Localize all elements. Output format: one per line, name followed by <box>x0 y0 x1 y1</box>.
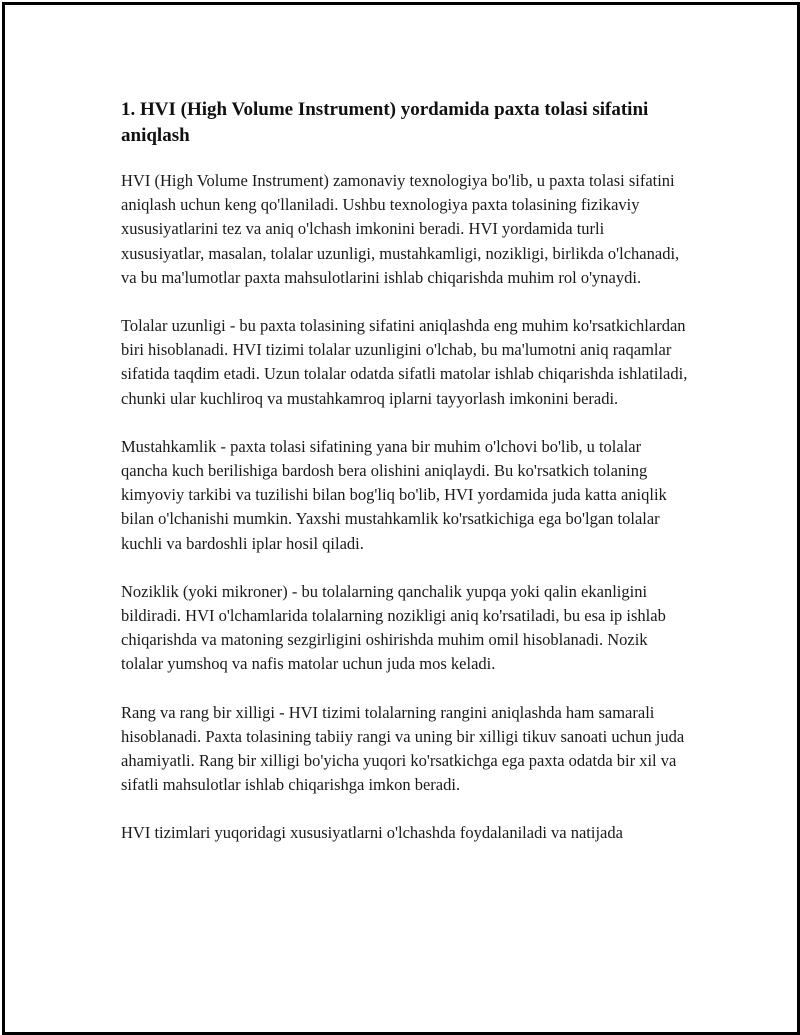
paragraph-fiber-length: Tolalar uzunligi - bu paxta tolasining sifatini aniqlashda eng muhim ko'rsatkichlardan biri hisoblanadi. HVI tizimi tolalar uzunligini o'lchab, bu ma'lumotni aniq raqamlar sifatida taqdim etadi. Uzun tolalar odatda sifatli matolar ishlab chiqarishda ishlatiladi, chunki ular kuchliroq va mustahkamroq iplarni tayyorlash imkonini beradi. <box>121 316 688 408</box>
paragraph-hvi-intro: HVI (High Volume Instrument) zamonaviy texnologiya bo'lib, u paxta tolasi sifatini aniqlash uchun keng qo'llaniladi. Ushbu texnologiya paxta tolasining fizikaviy xususiyatlarini tez va aniq o'lchash imkonini beradi. HVI yordamida turli xususiyatlar, masalan, tolalar uzunligi, mustahkamligi, nozikligi, birlikda o'lchanadi, va bu ma'lumotlar paxta mahsulotlarini ishlab chiqarishda muhim rol o'ynaydi. <box>121 171 680 287</box>
paragraph-hvi-systems: HVI tizimlari yuqoridagi xususiyatlarni o'lchashda foydalaniladi va natijada <box>121 823 623 843</box>
document-body <box>121 97 691 870</box>
paragraph-micronaire: Noziklik (yoki mikroner) - bu tolalarning qanchalik yupqa yoki qalin ekanligini bildiradi. HVI o'lchamlarida tolalarning nozikligi aniq ko'rsatiladi, bu esa ip ishlab chiqarishda va matoning sezgirligini oshirishda muhim omil hisoblanadi. Nozik tolalar yumshoq va nafis matolar uchun juda mos keladi. <box>121 581 666 674</box>
page-frame <box>2 2 800 1035</box>
paragraph-strength: Mustahkamlik - paxta tolasi sifatining yana bir muhim o'lchovi bo'lib, u tolalar qancha kuch berilishiga bardosh bera olishini aniqlaydi. Bu ko'rsatkich tolaning kimyoviy tarkibi va tuzilishi bilan bog'liq bo'lib, HVI yordamida juda katta aniqlik bilan o'lchanishi mumkin. Yaxshi mustahkamlik ko'rsatkichiga ega bo'lgan tolalar kuchli va bardoshli iplar hosil qiladi. <box>121 436 667 553</box>
section-heading: 1. HVI (High Volume Instrument) yordamida paxta tolasi sifatini aniqlash <box>121 99 649 146</box>
paragraph-color: Rang va rang bir xilligi - HVI tizimi tolalarning rangini aniqlashda ham samarali hisoblanadi. Paxta tolasining tabiiy rangi va uning bir xilligi tikuv sanoati uchun juda ahamiyatli. Rang bir xilligi bo'yicha yuqori ko'rsatkichga ega paxta odatda bir xil va sifatli mahsulotlar ishlab chiqarishga imkon beradi. <box>121 702 685 795</box>
